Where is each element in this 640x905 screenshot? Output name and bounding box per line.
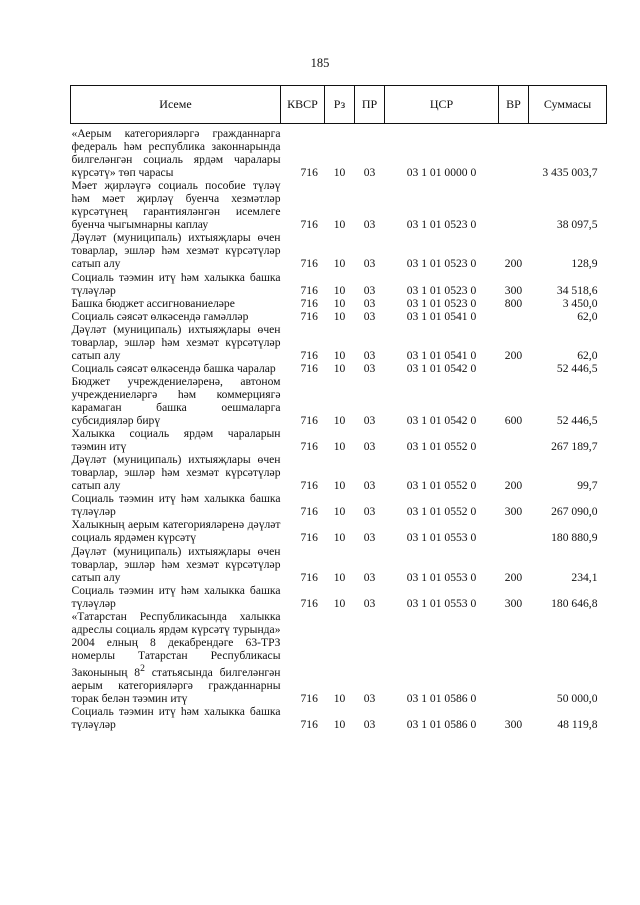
row-vr: 600 — [504, 414, 523, 428]
row-csr: 03 1 01 0553 0 — [406, 531, 477, 545]
row-sum: 180 646,8 — [551, 596, 598, 610]
row-sum: 62,0 — [577, 309, 598, 323]
row-sum: 3 435 003,7 — [542, 166, 598, 180]
row-name-text-continued: статьясында билгеләнгән аерым категорияләргә гражданнарны торак белән тәэмин итү — [71, 665, 281, 705]
row-sum: 99,7 — [577, 479, 598, 493]
row-csr: 03 1 01 0523 0 — [406, 296, 477, 310]
row-pr: 03 — [363, 505, 376, 519]
row-sum: 180 880,9 — [551, 531, 598, 545]
row-kvsr: 716 — [300, 717, 318, 731]
header-name: Исеме — [71, 86, 281, 124]
row-name — [71, 610, 281, 705]
table-row — [71, 705, 607, 731]
row-vr: 300 — [504, 283, 523, 297]
row-kvsr: 716 — [300, 479, 318, 493]
row-kvsr: 716 — [300, 596, 318, 610]
row-name: Дәүләт (муниципаль) ихтыяҗлары өчен товарлар, эшләр һәм хезмәт күрсәтүләр сатып алу — [71, 322, 281, 362]
row-kvsr: 716 — [300, 531, 318, 545]
row-rz: 10 — [333, 218, 346, 232]
row-kvsr: 716 — [300, 166, 318, 180]
row-rz: 10 — [333, 414, 346, 428]
row-rz: 10 — [333, 717, 346, 731]
row-sum: 38 097,5 — [556, 218, 598, 232]
row-csr: 03 1 01 0586 0 — [406, 717, 477, 731]
row-name: Дәүләт (муниципаль) ихтыяҗлары өчен товарлар, эшләр һәм хезмәт күрсәтүләр сатып алу — [71, 231, 281, 271]
row-rz: 10 — [333, 440, 346, 454]
row-rz: 10 — [333, 283, 346, 297]
table-row — [71, 297, 607, 310]
row-sum: 34 518,6 — [556, 283, 598, 297]
row-pr: 03 — [363, 717, 376, 731]
row-csr: 03 1 01 0523 0 — [406, 283, 477, 297]
table-row — [71, 310, 607, 323]
row-vr — [499, 518, 529, 544]
row-csr: 03 1 01 0523 0 — [406, 218, 477, 232]
row-sum: 52 446,5 — [556, 361, 598, 375]
row-pr: 03 — [363, 257, 376, 271]
superscript-mark: 2 — [140, 662, 145, 674]
table-row — [71, 492, 607, 518]
row-csr: 03 1 01 0552 0 — [406, 479, 477, 493]
table-header — [71, 86, 607, 124]
row-kvsr: 716 — [300, 505, 318, 519]
row-pr: 03 — [363, 296, 376, 310]
row-vr — [499, 124, 529, 180]
row-kvsr: 716 — [300, 570, 318, 584]
row-name: Дәүләт (муниципаль) ихтыяҗлары өчен товарлар, эшләр һәм хезмәт күрсәтүләр сатып алу — [71, 453, 281, 493]
row-pr: 03 — [363, 570, 376, 584]
table-row — [71, 362, 607, 375]
row-rz: 10 — [333, 296, 346, 310]
row-pr: 03 — [363, 596, 376, 610]
table-row — [71, 427, 607, 453]
row-name: Социаль сәясәт өлкәсендә гамәлләр — [71, 309, 249, 323]
table-row — [71, 179, 607, 231]
row-name: Бюджет учреждениеләренә, автоном учреждениеләргә һәм коммерциягә карамаган башка оешмаларга субсидияләр бирү — [71, 374, 281, 428]
row-csr: 03 1 01 0523 0 — [406, 257, 477, 271]
row-kvsr: 716 — [300, 440, 318, 454]
row-csr: 03 1 01 0000 0 — [406, 166, 477, 180]
table-row — [71, 124, 607, 180]
row-rz: 10 — [333, 361, 346, 375]
header-vr: ВР — [499, 86, 529, 124]
row-vr: 200 — [504, 570, 523, 584]
row-pr: 03 — [363, 348, 376, 362]
row-vr — [499, 427, 529, 453]
row-vr — [499, 362, 529, 375]
row-sum: 128,9 — [571, 257, 598, 271]
header-csr: ЦСР — [385, 86, 499, 124]
row-name: Халыкның аерым категорияләренә дәүләт социаль ярдәмен күрсәтү — [71, 518, 281, 545]
table-row — [71, 271, 607, 297]
row-pr: 03 — [363, 218, 376, 232]
row-pr: 03 — [363, 309, 376, 323]
row-csr: 03 1 01 0553 0 — [406, 570, 477, 584]
row-rz: 10 — [333, 596, 346, 610]
row-csr: 03 1 01 0541 0 — [406, 348, 477, 362]
row-name: Социаль тәэмин итү һәм халыкка башка түләүләр — [71, 583, 281, 610]
row-kvsr: 716 — [300, 296, 318, 310]
page-number: 185 — [310, 56, 330, 70]
row-csr: 03 1 01 0552 0 — [406, 440, 477, 454]
row-name: Социаль тәэмин итү һәм халыкка башка түләүләр — [71, 704, 281, 731]
row-sum: 48 119,8 — [557, 717, 598, 731]
row-vr — [499, 610, 529, 705]
row-kvsr: 716 — [300, 361, 318, 375]
row-vr: 300 — [504, 505, 523, 519]
row-rz: 10 — [333, 309, 346, 323]
row-pr: 03 — [363, 166, 376, 180]
row-name: Социаль тәэмин итү һәм халыкка башка түләүләр — [71, 270, 281, 297]
budget-table — [70, 85, 607, 731]
row-name: Башка бюджет ассигнованиеләре — [71, 296, 235, 310]
header-kvsr: КВСР — [281, 86, 325, 124]
row-sum: 234,1 — [571, 570, 598, 584]
row-name: Халыкка социаль ярдәм чараларын тәэмин итү — [71, 427, 281, 454]
row-rz: 10 — [333, 570, 346, 584]
table-row — [71, 453, 607, 492]
row-vr: 300 — [504, 717, 523, 731]
row-sum: 52 446,5 — [556, 414, 598, 428]
row-sum: 62,0 — [577, 348, 598, 362]
row-pr: 03 — [363, 361, 376, 375]
row-csr: 03 1 01 0542 0 — [406, 361, 477, 375]
table-row — [71, 518, 607, 544]
table-row — [71, 323, 607, 362]
row-vr — [499, 310, 529, 323]
row-sum: 267 090,0 — [551, 505, 598, 519]
table-body — [71, 124, 607, 732]
row-vr: 200 — [504, 257, 523, 271]
row-pr: 03 — [363, 283, 376, 297]
row-rz: 10 — [333, 505, 346, 519]
row-rz: 10 — [333, 348, 346, 362]
header-sum: Суммасы — [529, 86, 607, 124]
row-vr — [499, 179, 529, 231]
row-kvsr: 716 — [300, 283, 318, 297]
row-kvsr: 716 — [300, 257, 318, 271]
row-name: Дәүләт (муниципаль) ихтыяҗлары өчен товарлар, эшләр һәм хезмәт күрсәтүләр сатып алу — [71, 544, 281, 584]
row-name: Социаль тәэмин итү һәм халыкка башка түләүләр — [71, 492, 281, 519]
row-kvsr: 716 — [300, 309, 318, 323]
row-name: «Аерым категорияләргә гражданнарга федераль һәм республика законнарында билгеләнгән социаль ярдәм чаралары күрсәтү» төп чарасы — [71, 127, 281, 180]
row-sum: 267 189,7 — [551, 440, 598, 454]
row-vr: 200 — [504, 348, 523, 362]
table-row — [71, 231, 607, 270]
table-row — [71, 545, 607, 584]
row-name: Мәет җирләүгә социаль пособие түләү һәм мәет җирләү буенча хезмәтләр күрсәтүнең гарантияләнгән исемлеге буенча чыгымнарны каплау — [71, 179, 281, 232]
row-vr: 300 — [504, 596, 523, 610]
row-rz: 10 — [333, 166, 346, 180]
header-pr: ПР — [355, 86, 385, 124]
table-row — [71, 375, 607, 427]
row-csr: 03 1 01 0552 0 — [406, 505, 477, 519]
row-vr: 800 — [504, 296, 523, 310]
row-pr: 03 — [363, 479, 376, 493]
row-rz: 10 — [333, 531, 346, 545]
row-sum: 50 000,0 — [556, 691, 598, 705]
row-pr: 03 — [363, 531, 376, 545]
row-kvsr: 716 — [300, 348, 318, 362]
row-csr: 03 1 01 0586 0 — [406, 691, 477, 705]
row-csr: 03 1 01 0541 0 — [406, 309, 477, 323]
row-name: Социаль сәясәт өлкәсендә башка чаралар — [71, 361, 276, 375]
row-rz: 10 — [333, 691, 346, 705]
row-kvsr: 716 — [300, 414, 318, 428]
header-rz: Рз — [325, 86, 355, 124]
row-pr: 03 — [363, 414, 376, 428]
row-pr: 03 — [363, 691, 376, 705]
table-row — [71, 584, 607, 610]
row-rz: 10 — [333, 257, 346, 271]
row-rz: 10 — [333, 479, 346, 493]
table-row — [71, 610, 607, 705]
row-vr: 200 — [504, 479, 523, 493]
row-csr: 03 1 01 0542 0 — [406, 414, 477, 428]
row-name-text: «Татарстан Республикасында халыкка адреслы социаль ярдәм күрсәтү турында» 2004 елның 8 декабрендәге 63-ТРЗ номерлы Татарстан Республикасы Законының 8 — [71, 609, 281, 679]
row-pr: 03 — [363, 440, 376, 454]
row-kvsr: 716 — [300, 218, 318, 232]
row-sum: 3 450,0 — [562, 296, 598, 310]
row-csr: 03 1 01 0553 0 — [406, 596, 477, 610]
row-kvsr: 716 — [300, 691, 318, 705]
